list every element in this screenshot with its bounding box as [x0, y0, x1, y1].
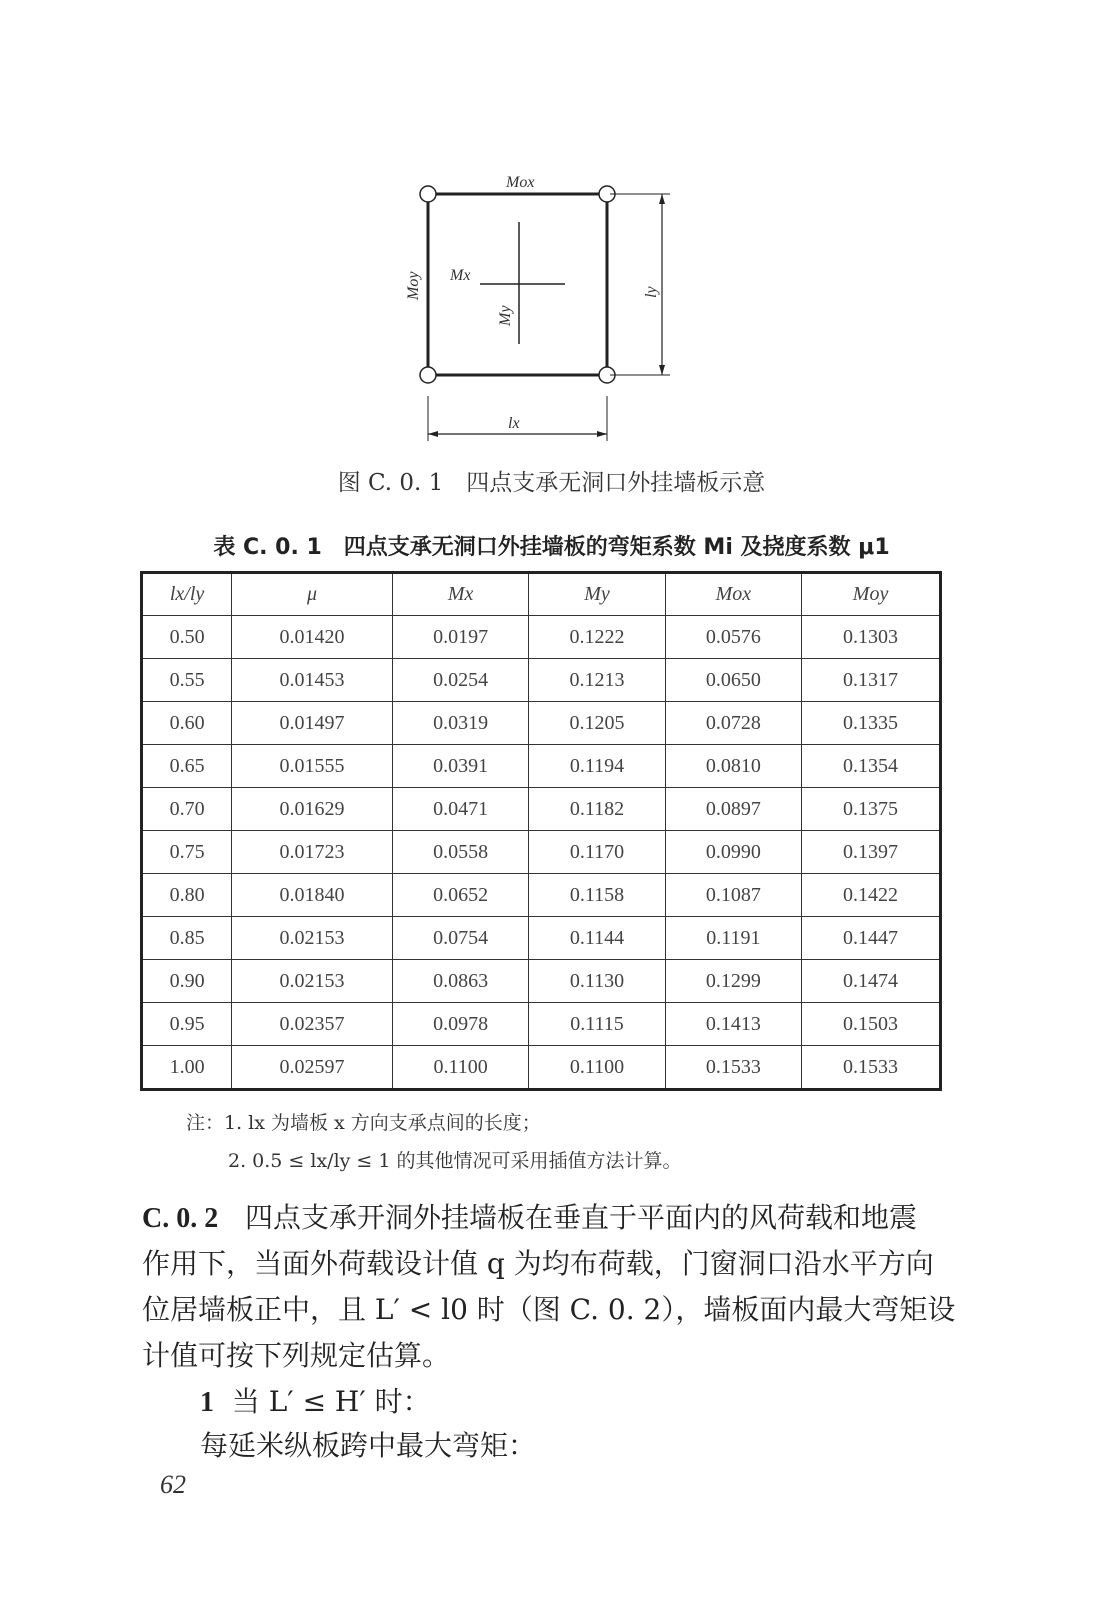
table-cell: 0.1100	[392, 1046, 528, 1090]
table-note-1: 注：1. lx 为墙板 x 方向支承点间的长度；	[186, 1112, 541, 1134]
table-cell: 0.0391	[392, 745, 528, 788]
table-cell: 0.85	[142, 917, 232, 960]
table-cell: 0.55	[142, 659, 232, 702]
table-cell: 0.01497	[232, 702, 393, 745]
page-number: 62	[160, 1470, 186, 1499]
item-1	[200, 1380, 431, 1420]
header-mx: Mx	[392, 573, 528, 616]
table-cell: 0.0197	[392, 616, 528, 659]
table-cell: 0.0576	[665, 616, 801, 659]
table-cell: 0.1317	[802, 659, 941, 702]
table-cell: 0.90	[142, 960, 232, 1003]
table-cell: 0.1144	[529, 917, 665, 960]
section-line-1	[142, 1196, 917, 1236]
item-subtext: 每延米纵板跨中最大弯矩：	[200, 1429, 537, 1462]
section-number: C. 0. 2	[142, 1203, 219, 1234]
table-cell: 0.1375	[802, 788, 941, 831]
support-point-top-left	[420, 186, 436, 202]
table-cell: 0.01629	[232, 788, 393, 831]
table-cell: 0.1115	[529, 1003, 665, 1046]
section-line-2: 作用下，当面外荷载设计值 q 为均布荷载，门窗洞口沿水平方向	[142, 1247, 934, 1280]
section-line-3: 位居墙板正中，且 L′ < l0 时（图 C. 0. 2），墙板面内最大弯矩设	[142, 1293, 956, 1326]
table-row	[142, 788, 941, 831]
table-cell: 0.60	[142, 702, 232, 745]
table-cell: 0.1335	[802, 702, 941, 745]
table-cell: 0.0897	[665, 788, 801, 831]
coefficient-table	[140, 571, 942, 1091]
header-my: My	[529, 573, 665, 616]
table-cell: 0.1447	[802, 917, 941, 960]
table-header-row	[142, 573, 941, 616]
table-cell: 0.01420	[232, 616, 393, 659]
support-diagram	[380, 160, 700, 460]
table-row	[142, 1046, 941, 1090]
section-line-4: 计值可按下列规定估算。	[142, 1339, 451, 1372]
table-cell: 0.1205	[529, 702, 665, 745]
table-cell: 0.1533	[802, 1046, 941, 1090]
table-cell: 0.1213	[529, 659, 665, 702]
table-cell: 0.02597	[232, 1046, 393, 1090]
table-cell: 0.0978	[392, 1003, 528, 1046]
table-row	[142, 659, 941, 702]
header-moy: Moy	[802, 573, 941, 616]
table-cell: 0.1100	[529, 1046, 665, 1090]
table-cell: 1.00	[142, 1046, 232, 1090]
table-cell: 0.95	[142, 1003, 232, 1046]
table-cell: 0.1191	[665, 917, 801, 960]
table-cell: 0.1158	[529, 874, 665, 917]
table-cell: 0.0652	[392, 874, 528, 917]
table-cell: 0.1222	[529, 616, 665, 659]
table-cell: 0.0319	[392, 702, 528, 745]
table-cell: 0.1194	[529, 745, 665, 788]
table-cell: 0.0863	[392, 960, 528, 1003]
table-cell: 0.0754	[392, 917, 528, 960]
table-cell: 0.0471	[392, 788, 528, 831]
table-cell: 0.01840	[232, 874, 393, 917]
figure-caption: 图 C. 0. 1 四点支承无洞口外挂墙板示意	[337, 470, 766, 496]
label-ly: ly	[643, 286, 660, 298]
label-moy: Moy	[405, 271, 422, 300]
table-cell: 0.0558	[392, 831, 528, 874]
item-number: 1	[200, 1387, 214, 1418]
label-mox: Mox	[506, 174, 535, 191]
header-mu: μ	[232, 573, 393, 616]
table-cell: 0.70	[142, 788, 232, 831]
table-cell: 0.1299	[665, 960, 801, 1003]
item-text: 当 L′ ≤ H′ 时：	[231, 1385, 431, 1418]
table-row	[142, 702, 941, 745]
header-lx-ly: lx/ly	[142, 573, 232, 616]
table-cell: 0.0990	[665, 831, 801, 874]
table-row	[142, 874, 941, 917]
table-cell: 0.1533	[665, 1046, 801, 1090]
table-cell: 0.0728	[665, 702, 801, 745]
header-mox: Mox	[665, 573, 801, 616]
table-cell: 0.1413	[665, 1003, 801, 1046]
table-row	[142, 831, 941, 874]
table-note-2: 2. 0.5 ≤ lx/ly ≤ 1 的其他情况可采用插值方法计算。	[228, 1150, 682, 1172]
table-cell: 0.1130	[529, 960, 665, 1003]
table-cell: 0.01453	[232, 659, 393, 702]
table-cell: 0.1474	[802, 960, 941, 1003]
table-cell: 0.0810	[665, 745, 801, 788]
table-cell: 0.1087	[665, 874, 801, 917]
table-row	[142, 1003, 941, 1046]
table-cell: 0.02153	[232, 917, 393, 960]
table-row	[142, 960, 941, 1003]
label-mx: Mx	[450, 267, 471, 284]
table-cell: 0.0254	[392, 659, 528, 702]
table-cell: 0.1303	[802, 616, 941, 659]
table-row	[142, 917, 941, 960]
table-cell: 0.1354	[802, 745, 941, 788]
label-lx: lx	[508, 415, 520, 432]
table-cell: 0.1170	[529, 831, 665, 874]
table-cell: 0.1503	[802, 1003, 941, 1046]
table-cell: 0.01723	[232, 831, 393, 874]
table-cell: 0.75	[142, 831, 232, 874]
table-cell: 0.65	[142, 745, 232, 788]
table-cell: 0.80	[142, 874, 232, 917]
table-row	[142, 745, 941, 788]
table-title: 表 C. 0. 1 四点支承无洞口外挂墙板的弯矩系数 Mi 及挠度系数 μ1	[213, 535, 890, 560]
support-point-bottom-left	[420, 367, 436, 383]
table-cell: 0.1182	[529, 788, 665, 831]
table-row	[142, 616, 941, 659]
label-my: My	[497, 305, 514, 326]
table-cell: 0.1422	[802, 874, 941, 917]
table-cell: 0.0650	[665, 659, 801, 702]
table-cell: 0.50	[142, 616, 232, 659]
table-cell: 0.01555	[232, 745, 393, 788]
table-cell: 0.02357	[232, 1003, 393, 1046]
section-text-1: 四点支承开洞外挂墙板在垂直于平面内的风荷载和地震	[244, 1201, 917, 1234]
table-cell: 0.1397	[802, 831, 941, 874]
table-cell: 0.02153	[232, 960, 393, 1003]
